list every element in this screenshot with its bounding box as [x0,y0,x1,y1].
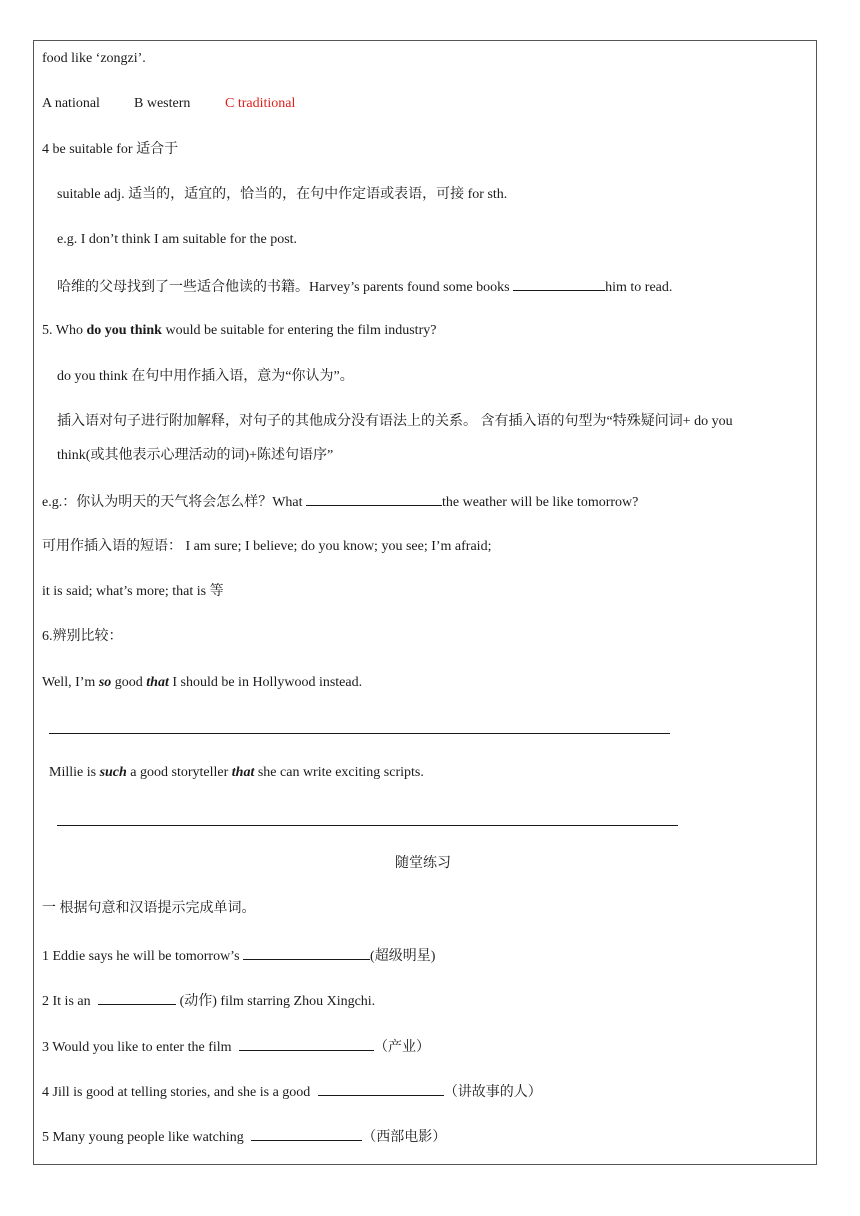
harvey-sentence-start: 哈维的父母找到了一些适合他读的书籍。Harvey’s parents found some books [57,280,514,295]
exercise-5 [42,1126,446,1148]
option-b: B western [134,96,191,111]
phrases-line-1: 可用作插入语的短语： I am sure; I believe; do you know; you see; I’m afraid; [42,539,492,554]
exercise-4 [42,1081,542,1103]
so-that-sentence [42,673,362,693]
suitable-definition: suitable adj. 适当的，适宜的，恰当的，在句中作定语或表语，可接 for sth. [57,187,508,202]
exercise-1-hint: (超级明星) [370,949,436,964]
such-that-sentence [49,763,424,783]
translation-answer-line[interactable] [49,733,670,734]
so-that-part: good [111,675,147,690]
exercise-1 [42,945,435,967]
weather-example [42,491,638,513]
exercise-3 [42,1036,430,1058]
exercise-2 [42,990,375,1012]
exercise-4-hint: （讲故事的人） [443,1085,542,1100]
harvey-sentence-end: him to read. [605,280,673,295]
exercise-5-hint: （西部电影） [362,1130,447,1145]
exercise-3-start: 3 Would you like to enter the film [42,1040,236,1055]
item-5-start: 5. Who [42,323,87,338]
answer-blank[interactable] [513,276,605,291]
exercise-2-rest: (动作) film starring Zhou Xingchi. [176,994,376,1009]
that-emphasis: that [231,765,255,780]
option-a: A national [42,96,100,111]
insertion-note-line-2: think(或其他表示心理活动的词)+陈述句语序” [57,448,334,463]
exercise-4-start: 4 Jill is good at telling stories, and she is a good [42,1085,314,1100]
phrases-line-2: it is said; what’s more; that is 等 [42,584,224,599]
food-line: food like ‘zongzi’. [42,51,146,66]
weather-example-end: the weather will be like tomorrow? [442,495,639,510]
insertion-note-line-1: 插入语对句子进行附加解释，对句子的其他成分没有语法上的关系。 含有插入语的句型为“特殊疑问词+ do you [57,414,733,429]
answer-blank[interactable] [239,1036,374,1051]
do-you-think-note: do you think 在句中用作插入语，意为“你认为”。 [57,369,354,384]
answer-blank[interactable] [243,945,370,960]
practice-title: 随堂练习 [395,856,451,871]
translation-answer-line[interactable] [57,825,678,826]
item-5-end: would be suitable for entering the film industry? [161,323,437,338]
exercise-3-hint: （产业） [374,1040,431,1055]
exercise-5-start: 5 Many young people like watching [42,1130,248,1145]
so-that-part: Well, I’m [42,675,99,690]
so-that-part: I should be in Hollywood instead. [168,675,363,690]
such-that-part: a good storyteller [126,765,232,780]
such-emphasis: such [99,765,127,780]
option-c-answer: C traditional [225,96,296,111]
item-6-heading: 6.辨别比较： [42,629,123,644]
so-emphasis: so [98,675,112,690]
exercise-2-start: 2 It is an [42,994,95,1009]
answer-blank[interactable] [251,1126,362,1141]
answer-blank[interactable] [98,990,176,1005]
item-4-heading: 4 be suitable for 适合于 [42,142,179,157]
exercise-1-start: 1 Eddie says he will be tomorrow’s [42,949,244,964]
that-emphasis: that [146,675,169,690]
item-5-heading [42,321,436,341]
item-5-bold: do you think [86,323,162,338]
such-that-part: she can write exciting scripts. [254,765,424,780]
answer-blank[interactable] [318,1081,444,1096]
answer-blank[interactable] [306,491,442,506]
such-that-part: Millie is [49,765,100,780]
weather-example-start: e.g.：你认为明天的天气将会怎么样？What [42,495,307,510]
part-1-heading: 一 根据句意和汉语提示完成单词。 [42,901,256,916]
suitable-example: e.g. I don’t think I am suitable for the post. [57,232,298,247]
harvey-sentence [57,276,672,298]
